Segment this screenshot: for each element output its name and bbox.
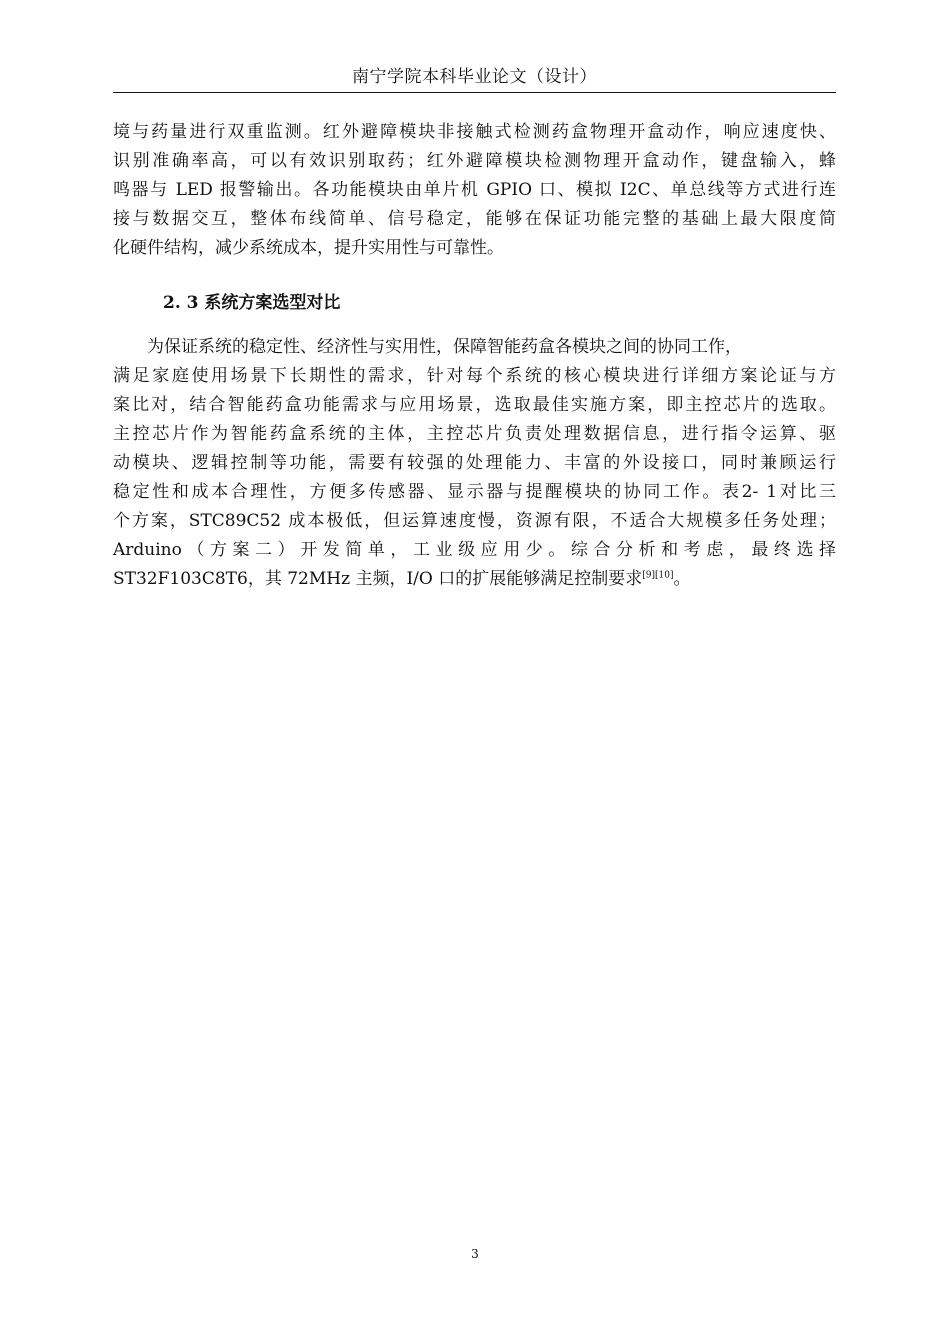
- paragraph-line: 个方案，STC89C52 成本极低，但运算速度慢，资源有限，不适合大规模多任务处理；: [113, 511, 836, 531]
- header-divider: [113, 92, 836, 93]
- paragraph-2: [113, 333, 836, 594]
- paragraph-line-text: ST32F103C8T6，其 72MHz 主频，I/O 口的扩展能够满足控制要求: [113, 569, 643, 589]
- paragraph-last-line: [113, 565, 836, 594]
- paragraph-line: 境与药量进行双重监测。红外避障模块非接触式检测药盒物理开盒动作，响应速度快、: [113, 122, 836, 142]
- page-number: 3: [471, 1247, 479, 1261]
- paragraph-line: 案比对，结合智能药盒功能需求与应用场景，选取最佳实施方案，即主控芯片的选取。: [113, 395, 836, 415]
- paragraph-line: 动模块、逻辑控制等功能，需要有较强的处理能力、丰富的外设接口，同时兼顾运行: [113, 453, 836, 473]
- running-header: 南宁学院本科毕业论文（设计）: [352, 67, 597, 87]
- paragraph-line: 化硬件结构，减少系统成本，提升实用性与可靠性。: [113, 238, 504, 258]
- paragraph-line: 识别准确率高，可以有效识别取药；红外避障模块检测物理开盒动作，键盘输入，蜂: [113, 151, 836, 171]
- section-heading: [163, 289, 340, 318]
- paragraph-1: [113, 118, 836, 263]
- paragraph-line: 主控芯片作为智能药盒系统的主体，主控芯片负责处理数据信息，进行指令运算、驱: [113, 424, 836, 444]
- section-number: 2. 3: [163, 293, 199, 313]
- paragraph-line: 为保证系统的稳定性、经济性与实用性，保障智能药盒各模块之间的协同工作，: [113, 337, 742, 357]
- paragraph-line-end: 。: [673, 569, 691, 589]
- paragraph-line: Arduino（方案二）开发简单，工业级应用少。综合分析和考虑，最终选择: [113, 540, 836, 560]
- section-title: 系统方案选型对比: [204, 293, 341, 313]
- paragraph-line: 满足家庭使用场景下长期性的需求，针对每个系统的核心模块进行详细方案论证与方: [113, 366, 836, 386]
- citation-reference[interactable]: [9][10]: [642, 570, 674, 581]
- paragraph-line: 鸣器与 LED 报警输出。各功能模块由单片机 GPIO 口、模拟 I2C、单总线等方式进行连: [113, 180, 836, 200]
- paragraph-line: 稳定性和成本合理性，方便多传感器、显示器与提醒模块的协同工作。表2- 1对比三: [113, 482, 836, 502]
- paragraph-line: 接与数据交互，整体布线简单、信号稳定，能够在保证功能完整的基础上最大限度简: [113, 209, 836, 229]
